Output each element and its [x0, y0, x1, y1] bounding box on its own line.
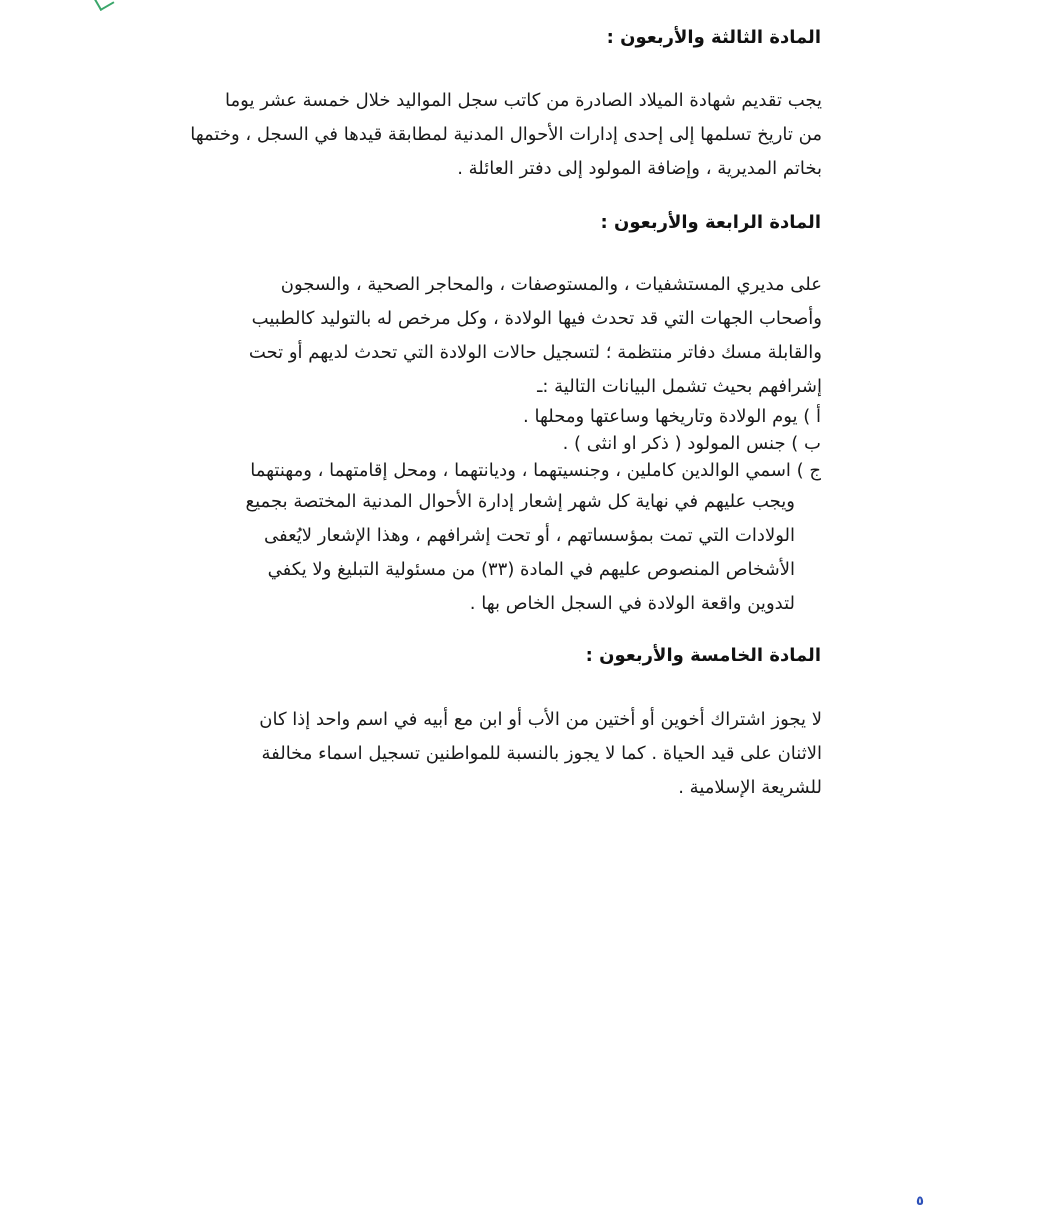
- article-44-body: [190, 268, 822, 404]
- article-43-line: يجب تقديم شهادة الميلاد الصادرة من كاتب سجل المواليد خلال خمسة عشر يوما: [225, 90, 822, 111]
- article-43-line: من تاريخ تسلمها إلى إحدى إدارات الأحوال المدنية لمطابقة قيدها في السجل ، وختمها: [190, 124, 822, 145]
- list-item-a: أ ) يوم الولادة وتاريخها وساعتها ومحلها .: [523, 406, 821, 427]
- article-44-line: على مديري المستشفيات ، والمستوصفات ، والمحاجر الصحية ، والسجون: [280, 274, 822, 295]
- article-44-line: والقابلة مسك دفاتر منتظمة ؛ لتسجيل حالات الولادة التي تحدث لديهم أو تحت: [248, 342, 822, 363]
- article-44-heading: المادة الرابعة والأربعون :: [600, 212, 821, 233]
- list-item-c: ج ) اسمي الوالدين كاملين ، وجنسيتهما ، وديانتهما ، ومحل إقامتهما ، ومهنتهما: [250, 460, 821, 481]
- article-45-heading: المادة الخامسة والأربعون :: [585, 645, 821, 666]
- article-45-line: لا يجوز اشتراك أخوين أو أختين من الأب أو ابن مع أبيه في اسم واحد إذا كان: [259, 709, 822, 730]
- article-45-line: الاثنان على قيد الحياة . كما لا يجوز بالنسبة للمواطنين تسجيل اسماء مخالفة: [261, 743, 822, 764]
- article-43-line: بخاتم المديرية ، وإضافة المولود إلى دفتر العائلة .: [457, 158, 822, 179]
- check-mark-icon: [94, 0, 115, 11]
- article-43-heading: المادة الثالثة والأربعون :: [606, 27, 821, 48]
- article-44-line: إشرافهم بحيث تشمل البيانات التالية :ـ: [537, 376, 822, 397]
- page-number: ٥: [916, 1194, 924, 1209]
- continuation-line: لتدوين واقعة الولادة في السجل الخاص بها .: [469, 593, 795, 614]
- article-45-body: [190, 703, 822, 805]
- article-44-continuation: [190, 485, 795, 621]
- article-44-line: وأصحاب الجهات التي قد تحدث فيها الولادة ، وكل مرخص له بالتوليد كالطبيب: [251, 308, 822, 329]
- article-45-line: للشريعة الإسلامية .: [678, 777, 822, 798]
- continuation-line: ويجب عليهم في نهاية كل شهر إشعار إدارة الأحوال المدنية المختصة بجميع: [245, 491, 795, 512]
- list-item-b: ب ) جنس المولود ( ذكر او انثى ) .: [562, 433, 821, 454]
- continuation-line: الولادات التي تمت بمؤسساتهم ، أو تحت إشرافهم ، وهذا الإشعار لايُعفى: [263, 525, 795, 546]
- article-43-body: [190, 84, 822, 186]
- continuation-line: الأشخاص المنصوص عليهم في المادة (٣٣) من مسئولية التبليغ ولا يكفي: [267, 559, 795, 580]
